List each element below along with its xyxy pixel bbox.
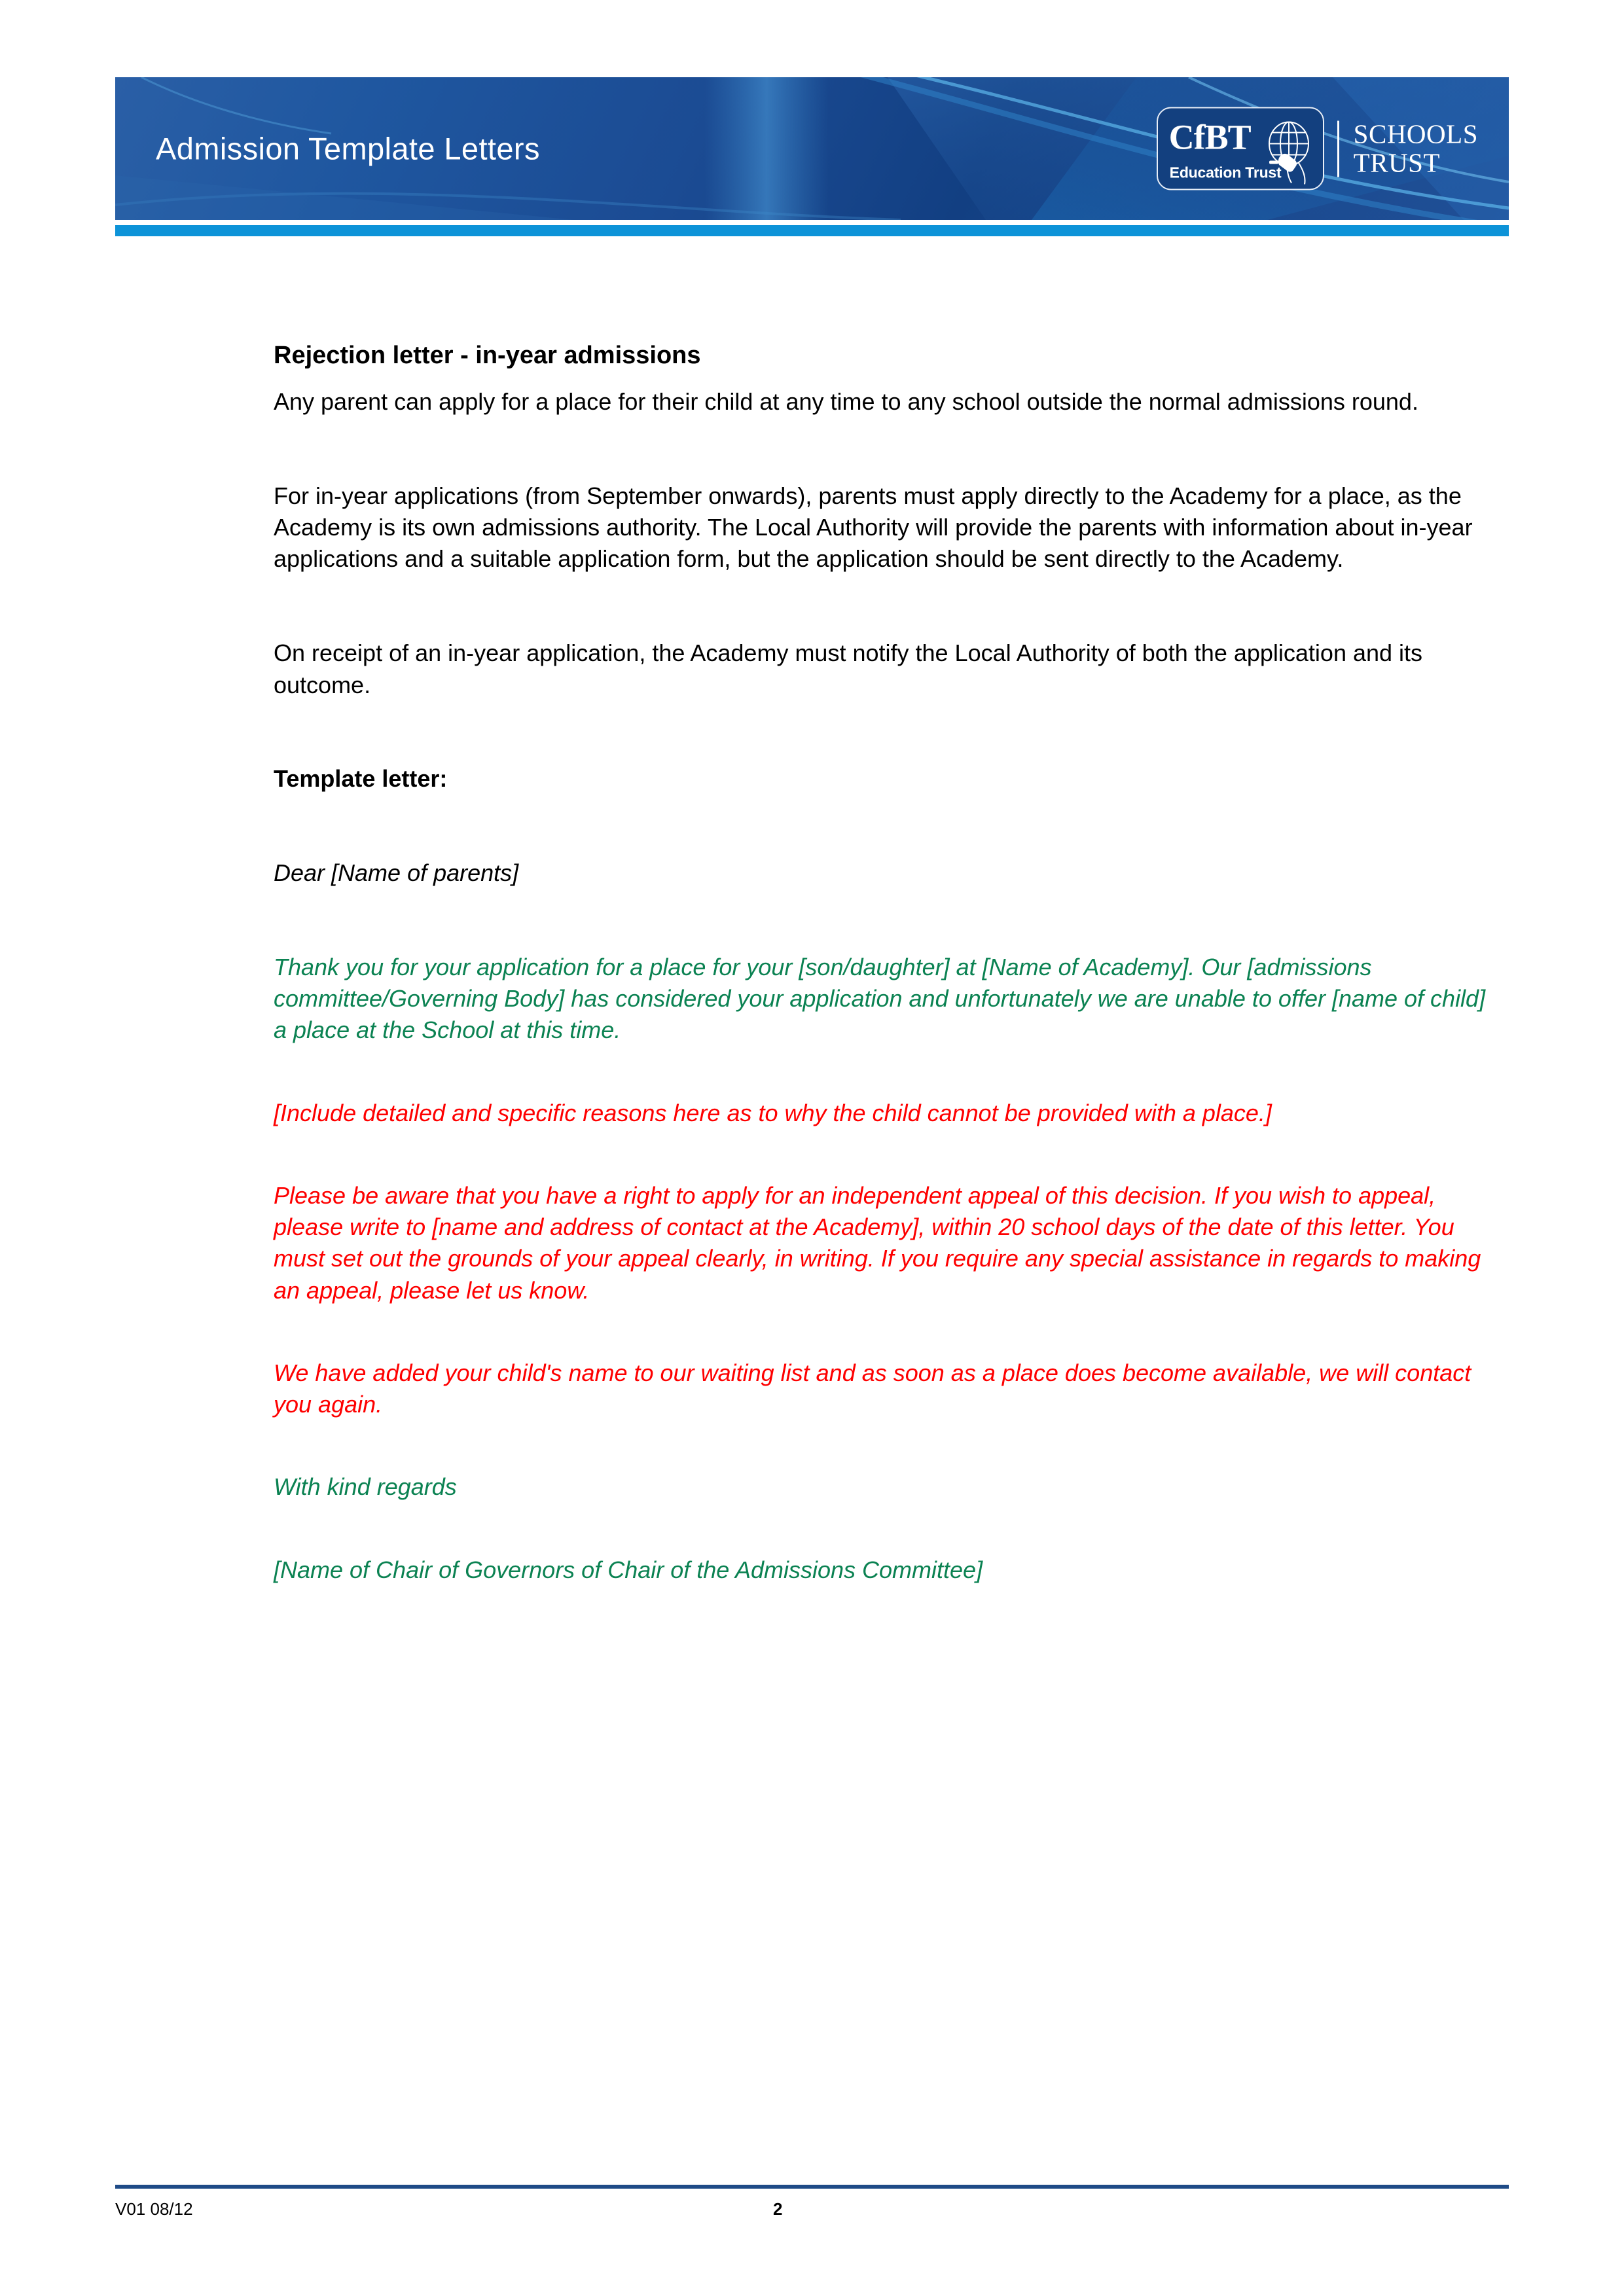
header-banner-background [115, 77, 1509, 220]
cfbt-wordmark: CfBT [1168, 117, 1251, 157]
letter-body-red-appeal: Please be aware that you have a right to apply for an independent appeal of this decision. If you wish to appeal, please write to [name and address of contact at the Academy], within 20 school days of the date of this letter. You must set out the grounds of your appeal clearly, in writing. If you require any special assistance in regards to making an appeal, please let us know. [274, 1181, 1481, 1304]
spacer [274, 701, 1500, 764]
template-letter-heading: Template letter: [274, 764, 448, 792]
spacer [274, 795, 1500, 857]
spacer [274, 1129, 1500, 1180]
intro-paragraph-2: For in-year applications (from September onwards), parents must apply directly to the Academy for a place, as the Academy is its own admissions authority. The Local Authority will provide the parents with information about in-year applications and a suitable application form, but the application should be sent directly to the Academy. [274, 482, 1473, 573]
schools-trust-line-2: TRUST [1353, 147, 1441, 177]
page-footer [115, 2199, 1509, 2238]
logo-divider [1337, 120, 1339, 177]
cfbt-tagline: Education Trust [1169, 164, 1282, 181]
document-body [274, 340, 1500, 1586]
letter-body-red-waiting-list: We have added your child's name to our waiting list and as soon as a place does become available, we will contact you again. [274, 1359, 1471, 1418]
page-title: Admission Template Letters [156, 131, 540, 166]
globe-hand-icon [1257, 117, 1318, 187]
footer-rule [115, 2185, 1509, 2189]
schools-trust-line-1: SCHOOLS [1353, 118, 1478, 149]
spacer [274, 418, 1500, 480]
letter-body-green-opening: Thank you for your application for a place for your [son/daughter] at [Name of Academy]. Our [admissions committee/Governing Body] has considered your application and unfortunately we are unable to offer [name of child] a place at the School at this time. [274, 953, 1486, 1044]
section-heading: Rejection letter - in-year admissions [274, 342, 701, 369]
spacer [274, 1306, 1500, 1357]
header-banner [115, 77, 1509, 220]
footer-page-number: 2 [773, 2199, 783, 2219]
letter-salutation: Dear [Name of parents] [274, 859, 519, 886]
intro-paragraph-1: Any parent can apply for a place for their child at any time to any school outside the normal admissions round. [274, 387, 1418, 415]
spacer [274, 1047, 1500, 1098]
letter-signature-placeholder: [Name of Chair of Governors of Chair of the Admissions Committee] [274, 1556, 983, 1583]
letter-body-red-reasons: [Include detailed and specific reasons here as to why the child cannot be provided with a place.] [274, 1099, 1272, 1126]
schools-trust-wordmark [1354, 120, 1478, 177]
spacer [274, 1503, 1500, 1554]
intro-paragraph-3: On receipt of an in-year application, the Academy must notify the Local Authority of both the application and its outcome. [274, 639, 1423, 698]
cfbt-logo-box [1157, 107, 1324, 190]
spacer [274, 889, 1500, 952]
footer-version: V01 08/12 [115, 2199, 193, 2219]
cfbt-schools-trust-logo [1157, 107, 1478, 190]
header-accent-bar [115, 225, 1509, 236]
letter-closing-regards: With kind regards [274, 1473, 457, 1501]
spacer [274, 575, 1500, 637]
spacer [274, 1420, 1500, 1471]
